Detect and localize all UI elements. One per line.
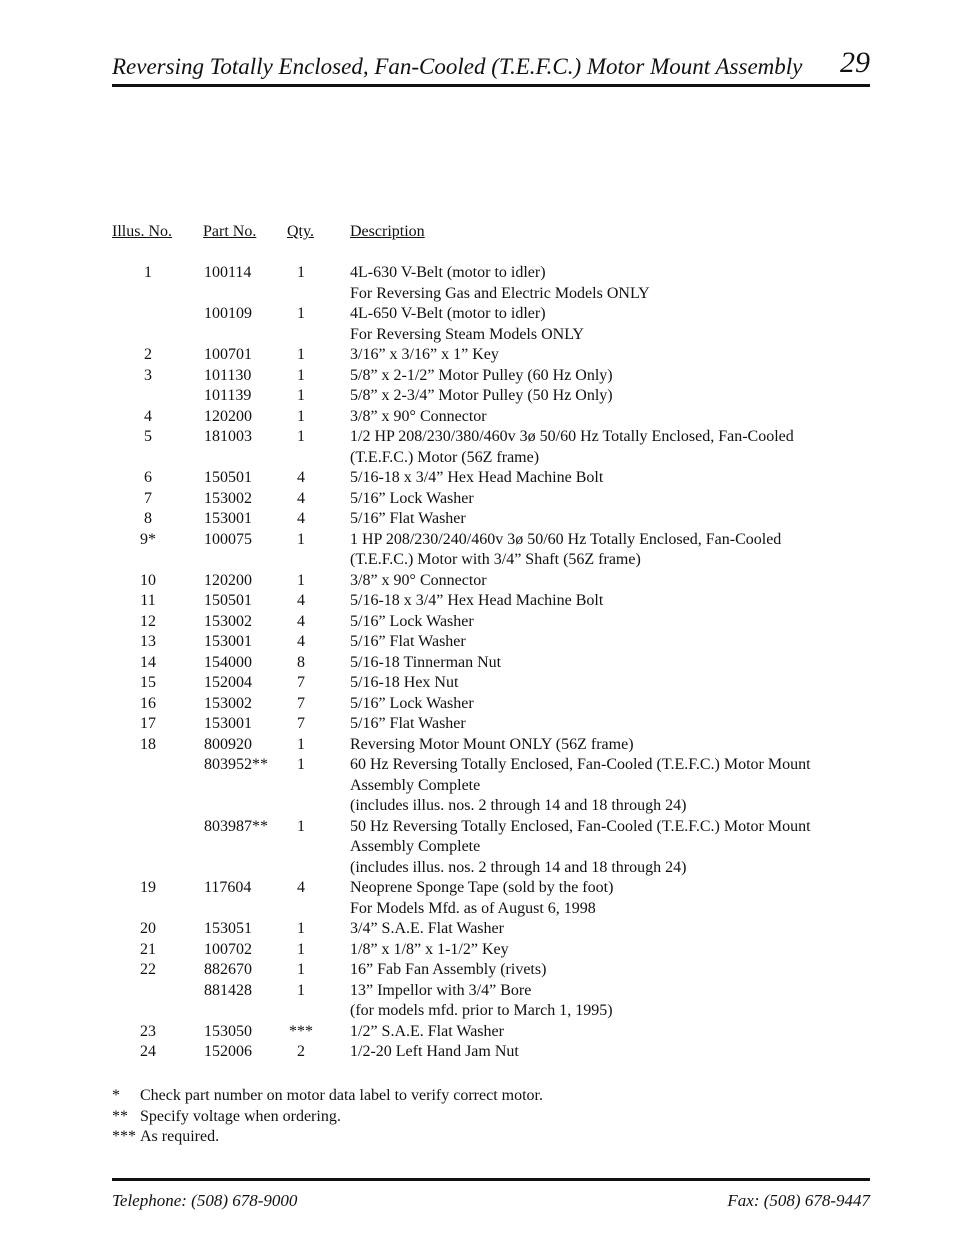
illus-no-cell: 17 bbox=[140, 715, 156, 732]
description-cell: For Reversing Steam Models ONLY bbox=[350, 325, 584, 343]
description-cell: 5/16” Flat Washer bbox=[350, 633, 466, 650]
qty-cell: 7 bbox=[297, 694, 305, 712]
table-row bbox=[112, 673, 870, 694]
part-no-cell: 120200 bbox=[204, 407, 252, 425]
part-no-cell: 153001 bbox=[204, 510, 252, 527]
illus-no-cell: 15 bbox=[140, 674, 156, 691]
illus-no-cell: 19 bbox=[140, 879, 156, 896]
footer-telephone: Telephone: (508) 678-9000 bbox=[112, 1191, 298, 1210]
qty-cell: 1 bbox=[297, 961, 305, 978]
qty-cell: 1 bbox=[297, 571, 305, 589]
part-no-cell: 100114 bbox=[204, 264, 252, 281]
description-cell: 5/16-18 x 3/4” Hex Head Machine Bolt bbox=[350, 469, 604, 486]
qty-cell: 1 bbox=[297, 407, 305, 425]
table-row bbox=[112, 263, 870, 284]
description-cell: 3/16” x 3/16” x 1” Key bbox=[350, 346, 499, 363]
part-no-cell: 153002 bbox=[204, 694, 252, 712]
table-row bbox=[112, 366, 870, 387]
footer-rule bbox=[112, 1178, 870, 1181]
description-cell: 50 Hz Reversing Totally Enclosed, Fan-Cooled (T.E.F.C.) Motor Mount bbox=[350, 817, 811, 835]
table-row bbox=[112, 1001, 870, 1022]
illus-no-cell: 18 bbox=[140, 735, 156, 753]
part-no-cell: 803987** bbox=[204, 817, 268, 835]
footnote-mark: ** bbox=[112, 1107, 128, 1125]
qty-cell: 7 bbox=[297, 674, 305, 691]
footnote-text: Check part number on motor data label to verify correct motor. bbox=[140, 1087, 543, 1104]
description-cell: Neoprene Sponge Tape (sold by the foot) bbox=[350, 879, 614, 896]
illus-no-cell: 8 bbox=[144, 510, 152, 527]
footnote bbox=[112, 1127, 543, 1148]
header-rule bbox=[112, 84, 870, 87]
part-no-cell: 150501 bbox=[204, 592, 252, 609]
qty-cell: 8 bbox=[297, 653, 305, 671]
table-row bbox=[112, 817, 870, 838]
table-row bbox=[112, 591, 870, 612]
table-row bbox=[112, 386, 870, 407]
description-cell: For Reversing Gas and Electric Models ONLY bbox=[350, 284, 650, 302]
description-cell: 1/2-20 Left Hand Jam Nut bbox=[350, 1043, 519, 1060]
description-cell: 5/16-18 Hex Nut bbox=[350, 674, 459, 691]
table-row bbox=[112, 325, 870, 346]
illus-no-cell: 23 bbox=[140, 1022, 156, 1040]
description-cell: 1 HP 208/230/240/460v 3ø 50/60 Hz Totally Enclosed, Fan-Cooled bbox=[350, 530, 782, 548]
description-cell: Reversing Motor Mount ONLY (56Z frame) bbox=[350, 735, 634, 753]
qty-cell: 1 bbox=[297, 981, 305, 999]
part-no-cell: 100075 bbox=[204, 530, 252, 548]
page-header bbox=[112, 44, 870, 88]
part-no-cell: 100109 bbox=[204, 305, 252, 322]
table-row bbox=[112, 632, 870, 653]
table-row bbox=[112, 571, 870, 592]
qty-cell: 1 bbox=[297, 756, 305, 773]
description-cell: 5/16” Lock Washer bbox=[350, 612, 474, 630]
part-no-cell: 100701 bbox=[204, 346, 252, 363]
part-no-cell: 803952** bbox=[204, 756, 268, 773]
illus-no-cell: 22 bbox=[140, 961, 156, 978]
description-cell: 5/16” Flat Washer bbox=[350, 715, 466, 732]
illus-no-cell: 2 bbox=[144, 346, 152, 363]
part-no-cell: 882670 bbox=[204, 961, 252, 978]
description-cell: 3/8” x 90° Connector bbox=[350, 571, 487, 589]
part-no-cell: 881428 bbox=[204, 981, 252, 999]
description-cell: 5/8” x 2-3/4” Motor Pulley (50 Hz Only) bbox=[350, 387, 613, 404]
description-cell: (T.E.F.C.) Motor with 3/4” Shaft (56Z frame) bbox=[350, 551, 641, 568]
qty-cell: 1 bbox=[297, 530, 305, 548]
description-cell: Assembly Complete bbox=[350, 838, 481, 855]
illus-no-cell: 3 bbox=[144, 366, 152, 384]
qty-cell: 1 bbox=[297, 346, 305, 363]
part-no-cell: 100702 bbox=[204, 940, 252, 958]
footnote-text: As required. bbox=[140, 1128, 220, 1145]
table-row bbox=[112, 796, 870, 817]
qty-cell: 4 bbox=[297, 633, 305, 650]
illus-no-cell: 11 bbox=[140, 592, 156, 609]
description-cell: 5/16” Flat Washer bbox=[350, 510, 466, 527]
qty-cell: 1 bbox=[297, 387, 305, 404]
table-row bbox=[112, 899, 870, 920]
table-row bbox=[112, 550, 870, 571]
table-row bbox=[112, 489, 870, 510]
table-row bbox=[112, 509, 870, 530]
illus-no-cell: 12 bbox=[140, 612, 156, 630]
table-row bbox=[112, 878, 870, 899]
footnote bbox=[112, 1107, 543, 1128]
table-row bbox=[112, 653, 870, 674]
footnote-mark: *** bbox=[112, 1128, 136, 1145]
table-row bbox=[112, 735, 870, 756]
illus-no-cell: 20 bbox=[140, 920, 156, 937]
table-row bbox=[112, 427, 870, 448]
description-cell: 1/8” x 1/8” x 1-1/2” Key bbox=[350, 940, 509, 958]
qty-cell: 4 bbox=[297, 510, 305, 527]
description-cell: (includes illus. nos. 2 through 14 and 18 through 24) bbox=[350, 858, 687, 876]
illus-no-cell: 21 bbox=[140, 940, 156, 958]
table-row bbox=[112, 837, 870, 858]
illus-no-cell: 14 bbox=[140, 653, 156, 671]
table-header-row bbox=[112, 222, 870, 243]
illus-no-cell: 16 bbox=[140, 694, 156, 712]
qty-cell: 1 bbox=[297, 366, 305, 384]
description-cell: 3/4” S.A.E. Flat Washer bbox=[350, 920, 504, 937]
qty-cell: 4 bbox=[297, 879, 305, 896]
footnote-mark: * bbox=[112, 1087, 120, 1104]
description-cell: (for models mfd. prior to March 1, 1995) bbox=[350, 1002, 613, 1019]
illus-no-cell: 5 bbox=[144, 428, 152, 445]
part-no-cell: 150501 bbox=[204, 469, 252, 486]
table-row bbox=[112, 345, 870, 366]
column-header-part: Part No. bbox=[203, 223, 257, 240]
description-cell: 5/16” Lock Washer bbox=[350, 489, 474, 507]
part-no-cell: 153051 bbox=[204, 920, 252, 937]
illus-no-cell: 9* bbox=[140, 530, 156, 548]
table-row bbox=[112, 776, 870, 797]
table-row bbox=[112, 468, 870, 489]
part-no-cell: 153001 bbox=[204, 633, 252, 650]
part-no-cell: 120200 bbox=[204, 571, 252, 589]
qty-cell: 1 bbox=[297, 305, 305, 322]
qty-cell: 1 bbox=[297, 428, 305, 445]
footnote-text: Specify voltage when ordering. bbox=[140, 1107, 341, 1125]
table-row bbox=[112, 530, 870, 551]
table-row bbox=[112, 448, 870, 469]
table-row bbox=[112, 612, 870, 633]
description-cell: 5/16-18 x 3/4” Hex Head Machine Bolt bbox=[350, 592, 604, 609]
qty-cell: 1 bbox=[297, 735, 305, 753]
qty-cell: 7 bbox=[297, 715, 305, 732]
part-no-cell: 117604 bbox=[204, 879, 252, 896]
description-cell: For Models Mfd. as of August 6, 1998 bbox=[350, 899, 596, 917]
qty-cell: 1 bbox=[297, 940, 305, 958]
illus-no-cell: 6 bbox=[144, 469, 152, 486]
column-header-description: Description bbox=[350, 223, 425, 240]
column-header-qty: Qty. bbox=[287, 223, 314, 240]
description-cell: 16” Fab Fan Assembly (rivets) bbox=[350, 961, 547, 978]
description-cell: Assembly Complete bbox=[350, 776, 481, 794]
description-cell: 5/16-18 Tinnerman Nut bbox=[350, 653, 502, 671]
qty-cell: 2 bbox=[297, 1043, 305, 1060]
description-cell: 5/16” Lock Washer bbox=[350, 694, 474, 712]
illus-no-cell: 1 bbox=[144, 264, 152, 281]
part-no-cell: 153002 bbox=[204, 612, 252, 630]
footer-fax: Fax: (508) 678-9447 bbox=[727, 1191, 870, 1210]
part-no-cell: 153002 bbox=[204, 489, 252, 507]
part-no-cell: 181003 bbox=[204, 428, 252, 445]
page-title: Reversing Totally Enclosed, Fan-Cooled (T.E.F.C.) Motor Mount Assembly bbox=[112, 54, 803, 79]
qty-cell: 4 bbox=[297, 612, 305, 630]
table-row bbox=[112, 981, 870, 1002]
qty-cell: 1 bbox=[297, 817, 305, 835]
description-cell: 13” Impellor with 3/4” Bore bbox=[350, 981, 532, 999]
qty-cell: 4 bbox=[297, 469, 305, 486]
illus-no-cell: 4 bbox=[144, 407, 152, 425]
illus-no-cell: 10 bbox=[140, 571, 156, 589]
illus-no-cell: 24 bbox=[140, 1043, 156, 1060]
illus-no-cell: 7 bbox=[144, 489, 152, 507]
description-cell: 1/2 HP 208/230/380/460v 3ø 50/60 Hz Totally Enclosed, Fan-Cooled bbox=[350, 428, 794, 445]
table-row bbox=[112, 304, 870, 325]
description-cell: 4L-650 V-Belt (motor to idler) bbox=[350, 305, 546, 322]
table-row bbox=[112, 714, 870, 735]
qty-cell: 1 bbox=[297, 920, 305, 937]
table-row bbox=[112, 694, 870, 715]
table-row bbox=[112, 858, 870, 879]
footnote bbox=[112, 1086, 543, 1107]
part-no-cell: 153001 bbox=[204, 715, 252, 732]
description-cell: (includes illus. nos. 2 through 14 and 18 through 24) bbox=[350, 797, 687, 814]
column-header-illus: Illus. No. bbox=[112, 223, 172, 240]
table-row bbox=[112, 960, 870, 981]
footnotes bbox=[112, 1086, 543, 1148]
parts-table bbox=[112, 222, 870, 1063]
description-cell: 5/8” x 2-1/2” Motor Pulley (60 Hz Only) bbox=[350, 366, 613, 384]
part-no-cell: 152006 bbox=[204, 1043, 252, 1060]
table-row bbox=[112, 407, 870, 428]
part-no-cell: 101130 bbox=[204, 366, 252, 384]
part-no-cell: 101139 bbox=[204, 387, 252, 404]
page-number: 29 bbox=[840, 46, 870, 79]
table-row bbox=[112, 1022, 870, 1043]
description-cell: 4L-630 V-Belt (motor to idler) bbox=[350, 264, 546, 281]
qty-cell: *** bbox=[289, 1022, 313, 1040]
part-no-cell: 800920 bbox=[204, 735, 252, 753]
table-row bbox=[112, 919, 870, 940]
part-no-cell: 154000 bbox=[204, 653, 252, 671]
description-cell: (T.E.F.C.) Motor (56Z frame) bbox=[350, 448, 540, 466]
part-no-cell: 153050 bbox=[204, 1022, 252, 1040]
table-row bbox=[112, 940, 870, 961]
description-cell: 1/2” S.A.E. Flat Washer bbox=[350, 1022, 504, 1040]
qty-cell: 4 bbox=[297, 489, 305, 507]
description-cell: 3/8” x 90° Connector bbox=[350, 407, 487, 425]
table-row bbox=[112, 1042, 870, 1063]
table-row bbox=[112, 755, 870, 776]
table-row bbox=[112, 284, 870, 305]
illus-no-cell: 13 bbox=[140, 633, 156, 650]
qty-cell: 4 bbox=[297, 592, 305, 609]
qty-cell: 1 bbox=[297, 264, 305, 281]
part-no-cell: 152004 bbox=[204, 674, 252, 691]
description-cell: 60 Hz Reversing Totally Enclosed, Fan-Cooled (T.E.F.C.) Motor Mount bbox=[350, 756, 811, 773]
table-body bbox=[112, 263, 870, 1063]
